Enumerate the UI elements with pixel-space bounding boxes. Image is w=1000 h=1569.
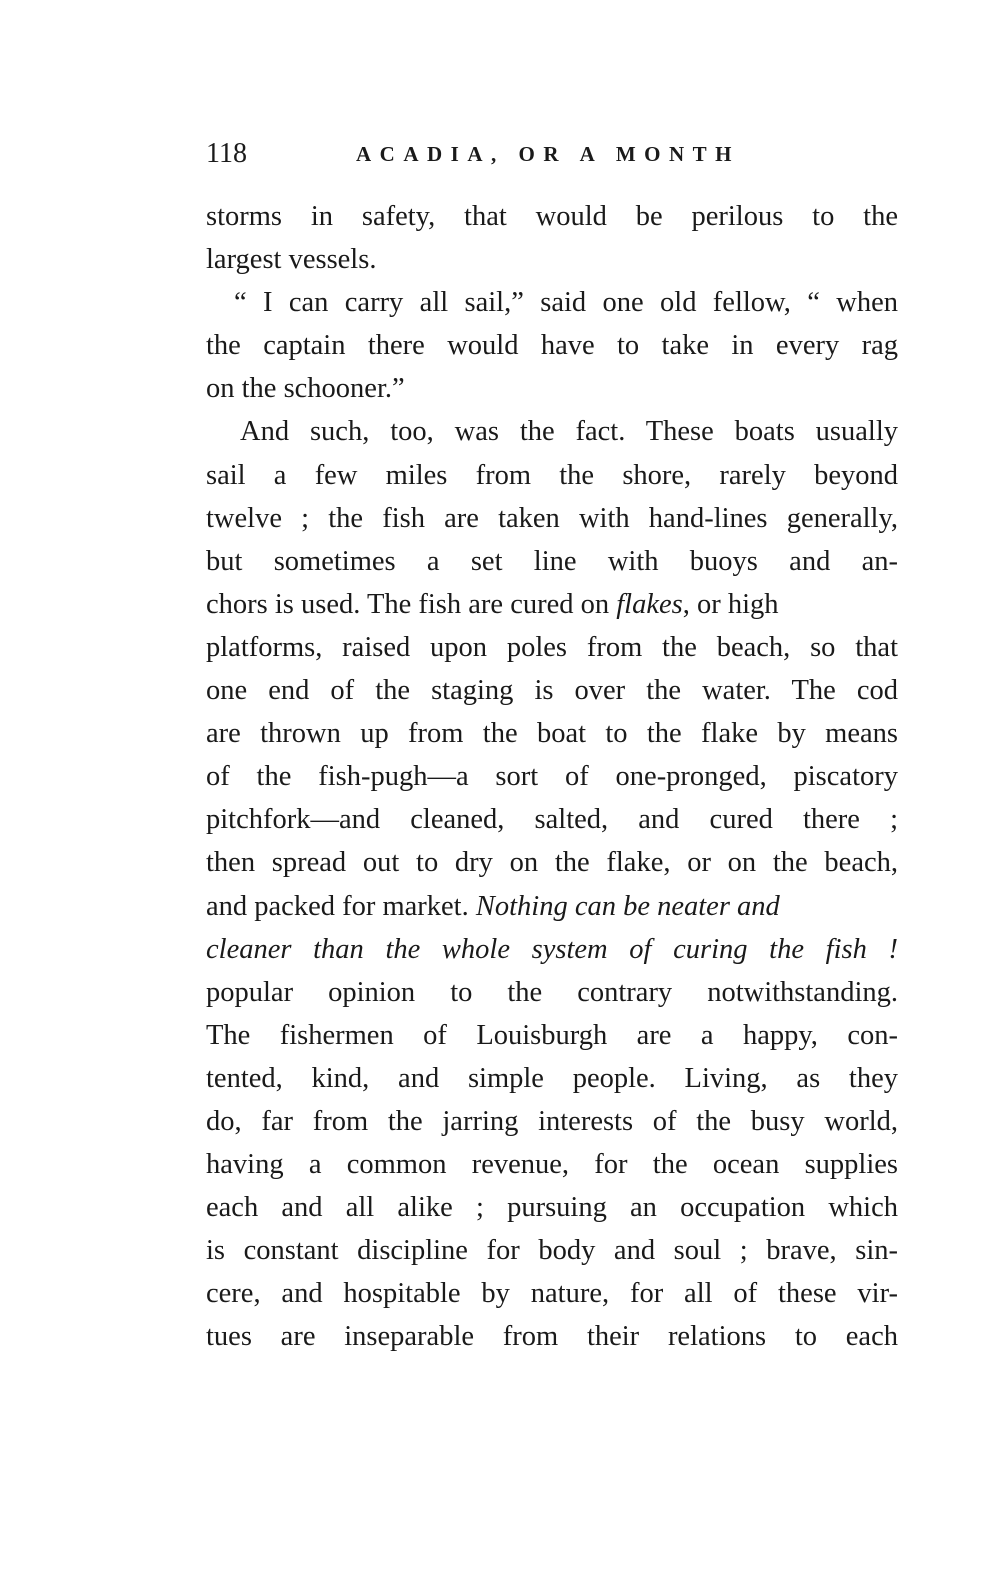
text-line: twelve ; the fish are taken with hand-lines generally, (206, 502, 898, 534)
text-line: tues are inseparable from their relations to each (206, 1321, 898, 1353)
italic-text-run: flakes (616, 588, 683, 620)
page-number: 118 (206, 138, 247, 169)
text-line: “ I can carry all sail,” said one old fellow, “ when (234, 287, 898, 319)
text-line: are thrown up from the boat to the flake by means (206, 718, 898, 750)
running-head (206, 136, 906, 172)
text-line: platforms, raised upon poles from the beach, so that (206, 631, 898, 663)
text-line: pitchfork—and cleaned, salted, and cured there ; (206, 804, 898, 836)
text-line: cere, and hospitable by nature, for all of these vir- (206, 1278, 898, 1310)
text-line: largest vessels. (206, 244, 377, 276)
text-run: , or high (682, 588, 779, 620)
italic-text-line: cleaner than the whole system of curing the fish ! (206, 933, 898, 965)
text-line: but sometimes a set line with buoys and an- (206, 545, 898, 577)
text-line: is constant discipline for body and soul ; brave, sin- (206, 1235, 898, 1267)
italic-text-run: Nothing can be neater and (475, 890, 780, 922)
text-line: then spread out to dry on the flake, or on the beach, (206, 847, 898, 879)
text-line: popular opinion to the contrary notwithstanding. (206, 976, 898, 1008)
text-line: The fishermen of Louisburgh are a happy, con- (206, 1019, 898, 1051)
text-line: sail a few miles from the shore, rarely beyond (206, 459, 898, 491)
text-line: And such, too, was the fact. These boats usually (240, 416, 898, 448)
text-line: one end of the staging is over the water. The cod (206, 675, 898, 707)
body-text (206, 195, 898, 1359)
text-line: the captain there would have to take in every rag (206, 330, 898, 362)
text-line: each and all alike ; pursuing an occupation which (206, 1192, 898, 1224)
running-title: ACADIA, OR A MONTH (356, 142, 741, 166)
text-run: and packed for market. (206, 890, 476, 922)
text-line (206, 583, 898, 626)
text-line (206, 885, 898, 928)
text-run: chors is used. The fish are cured on (206, 588, 617, 620)
text-line: of the fish-pugh—a sort of one-pronged, piscatory (206, 761, 898, 793)
text-line: having a common revenue, for the ocean supplies (206, 1149, 898, 1181)
text-line: on the schooner.” (206, 373, 405, 405)
text-line: tented, kind, and simple people. Living, as they (206, 1062, 898, 1094)
text-line: do, far from the jarring interests of the busy world, (206, 1105, 898, 1137)
text-line: storms in safety, that would be perilous to the (206, 201, 898, 232)
